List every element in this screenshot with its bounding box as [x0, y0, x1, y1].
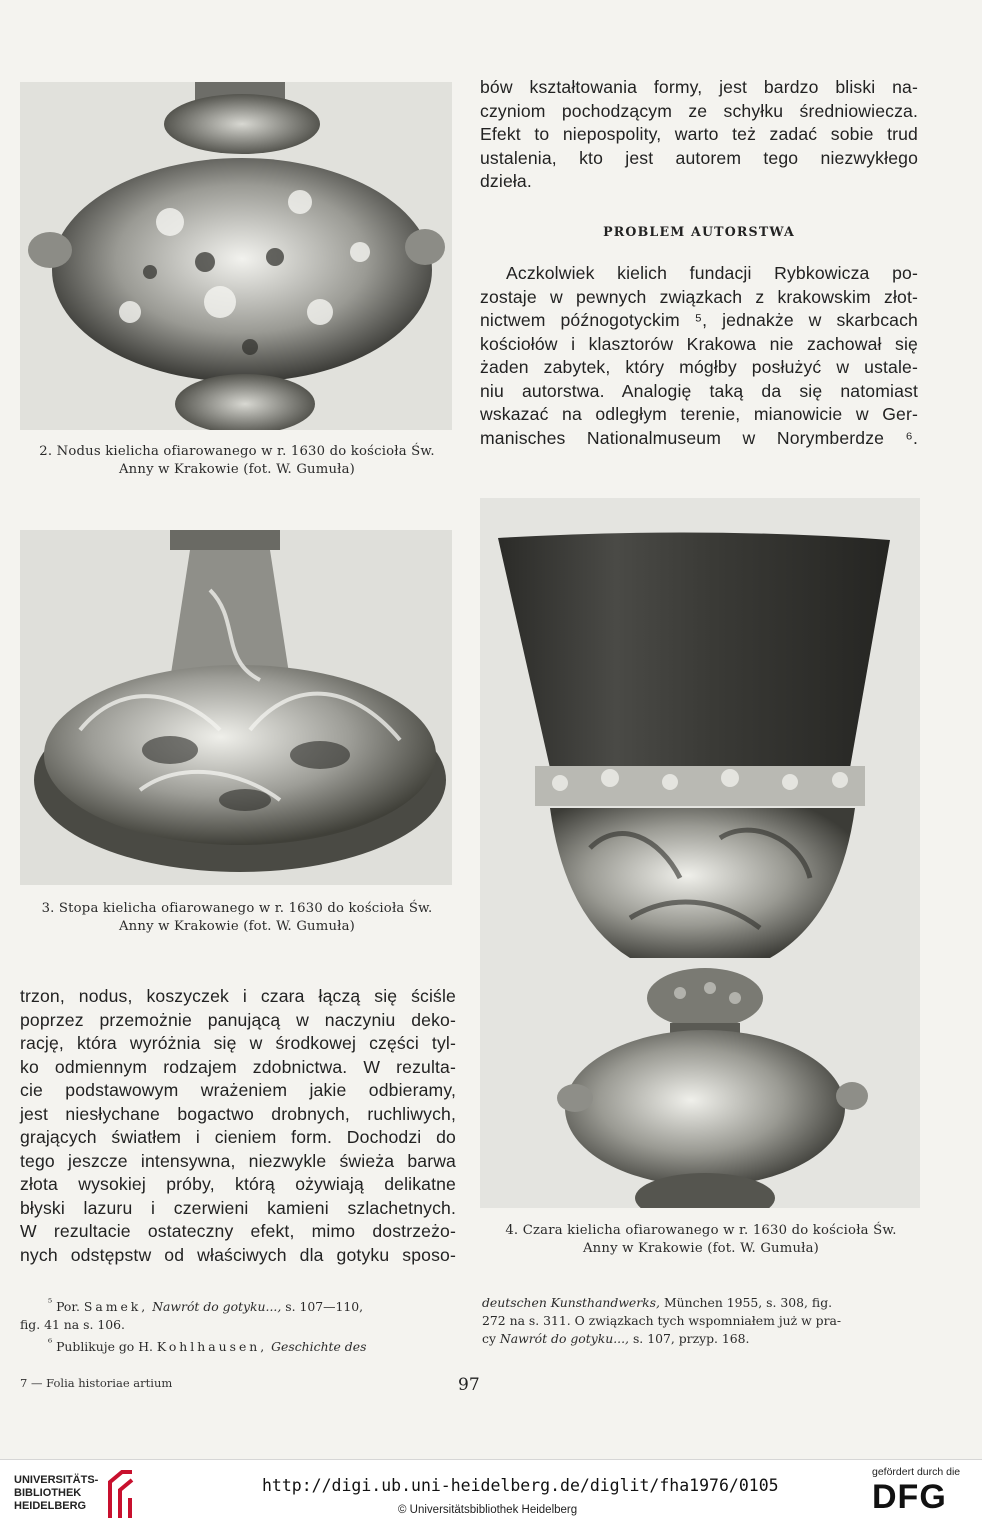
footnote-6-line-1 — [20, 1334, 458, 1356]
text-line: trzon, nodus, koszyczek i czara łączą się ściśle — [20, 986, 456, 1006]
footnote-5-author: Samek, — [83, 1299, 149, 1315]
figure-4-caption — [476, 1222, 926, 1258]
text-line: jest niesłychane bogactwo drobnych, ruchliwych, — [20, 1103, 456, 1124]
text-line: grających światłem i cieniem form. Dochodzi do — [20, 1127, 456, 1147]
page-number: 97 — [458, 1375, 480, 1395]
section-heading: PROBLEM AUTORSTWA — [603, 224, 795, 239]
figure-2-caption — [14, 443, 460, 479]
footnote-6-cont-pages: s. 107, przyp. 168. — [632, 1331, 750, 1346]
dfg-logo[interactable]: DFG — [872, 1478, 947, 1516]
text-line: tego jeszcze intensywna, niezwykle świeża barwa — [20, 1150, 456, 1171]
text-line: rację, która wyróżnia się w środkowej części tyl- — [20, 1033, 456, 1053]
figure-4-caption-line-1: 4. Czara kielicha ofiarowanego w r. 1630 do kościoła Św. — [505, 1223, 897, 1238]
library-name-line-2: BIBLIOTHEK — [14, 1487, 82, 1499]
figure-3-foot-photo — [20, 530, 452, 885]
footnote-5-title: Nawrót do gotyku..., — [152, 1299, 282, 1315]
library-name-line-1: UNIVERSITÄTS- — [14, 1474, 99, 1486]
text-line: nych odstępstw od właściwych dla gotyku sposo- — [20, 1244, 456, 1265]
text-line: manisches Nationalmuseum w Norymberdze ⁶. — [480, 427, 918, 448]
figure-3-caption — [14, 900, 460, 936]
text-line: czyniom pochodzącym ze schyłku średniowiecza. — [480, 100, 918, 121]
footnote-6-cont-line-2: 272 na s. 311. O związkach tych wspomniałem już w pra- — [482, 1313, 842, 1328]
footnote-6-continued — [482, 1294, 920, 1348]
text-line: dzieła. — [480, 171, 532, 191]
footnote-6-prefix: Publikuje go H. — [56, 1339, 153, 1355]
footnote-5-pages: s. 107—110, — [285, 1299, 364, 1315]
text-line: W rezultacie ostateczny efekt, mimo dostrzeżo- — [20, 1221, 456, 1241]
footnote-6-cont-line-1 — [482, 1294, 920, 1312]
text-line: zostaje w pewnych związkach z krakowskim złot- — [480, 286, 918, 307]
footnote-6-cont-prefix: cy — [482, 1331, 496, 1346]
library-name-line-3: HEIDELBERG — [14, 1500, 87, 1512]
footnote-5-line-2: fig. 41 na s. 106. — [20, 1317, 125, 1333]
folio-note: 7 — Folia historiae artium — [20, 1376, 173, 1390]
right-column-top-paragraph — [480, 76, 918, 194]
text-line: nictwem późnogotyckim ⁵, jednakże w skarbcach — [480, 310, 918, 330]
footer-divider — [0, 1459, 982, 1460]
figure-4-cup-photo — [480, 498, 920, 1208]
footnote-6-cont-title: deutschen Kunsthandwerks, — [482, 1295, 660, 1310]
figure-3-caption-line-1: 3. Stopa kielicha ofiarowanego w r. 1630 do kościoła Św. — [41, 901, 433, 916]
library-logo-icon[interactable] — [102, 1468, 136, 1520]
text-line: złota wysokiej próby, którą ożywiają delikatne — [20, 1174, 456, 1194]
figure-3-caption-line-2: Anny w Krakowie (fot. W. Gumuła) — [118, 919, 356, 934]
text-line: bów kształtowania formy, jest bardzo bliski na- — [480, 77, 918, 97]
copyright-notice: © Universitätsbibliothek Heidelberg — [398, 1504, 578, 1516]
funded-by-label: gefördert durch die — [872, 1466, 961, 1478]
text-line: Aczkolwiek kielich fundacji Rybkowicza po- — [506, 263, 918, 283]
footnote-5 — [20, 1294, 458, 1356]
text-line: ko odmiennym rodzajem zdobnictwa. W rezulta- — [20, 1056, 456, 1077]
footnote-6-author: Kohlhausen, — [156, 1339, 268, 1355]
text-line: poprzez przemożnie panującą w naczyniu deko- — [20, 1009, 456, 1030]
footnote-5-line-1 — [20, 1294, 458, 1316]
footnote-6-marker: ⁶ — [48, 1337, 53, 1350]
footnote-6-title: Geschichte des — [271, 1339, 367, 1355]
text-line: cie podstawowym wrażeniem jakie odbieramy, — [20, 1080, 456, 1100]
figure-4-caption-line-2: Anny w Krakowie (fot. W. Gumuła) — [582, 1241, 820, 1256]
text-line: błyski lazuru i czerwieni kamieni szlachetnych. — [20, 1197, 456, 1218]
footnote-5-marker: ⁵ — [48, 1297, 53, 1309]
figure-2-caption-line-1: 2. Nodus kielicha ofiarowanego w r. 1630 do kościoła Św. — [39, 444, 435, 459]
figure-2-caption-line-2: Anny w Krakowie (fot. W. Gumuła) — [118, 462, 356, 477]
text-line: ustalenia, kto jest autorem tego niezwykłego — [480, 147, 918, 168]
footnote-5-prefix: Por. — [56, 1299, 80, 1315]
library-name[interactable] — [14, 1474, 98, 1513]
text-line: wskazać na odległym terenie, mianowicie w Ger- — [480, 404, 918, 424]
text-line: żaden zabytek, który mógłby posłużyć w ustale- — [480, 357, 918, 377]
footnote-6-cont-line-3 — [482, 1330, 920, 1348]
right-column-paragraph — [480, 262, 918, 450]
footnote-6-cont-rest: München 1955, s. 308, fig. — [663, 1295, 833, 1310]
text-line: Efekt to niepospolity, warto też zadać sobie trud — [480, 124, 918, 144]
footnote-6-cont-title-2: Nawrót do gotyku..., — [499, 1331, 629, 1346]
text-line: kościołów i klasztorów Krakowa nie zachował się — [480, 333, 918, 354]
document-url-link[interactable]: http://digi.ub.uni-heidelberg.de/diglit/fha1976/0105 — [262, 1476, 779, 1495]
figure-2-nodus-photo — [20, 82, 452, 430]
text-line: niu autorstwa. Analogię taką da się natomiast — [480, 380, 918, 401]
left-column-paragraph — [20, 985, 456, 1267]
